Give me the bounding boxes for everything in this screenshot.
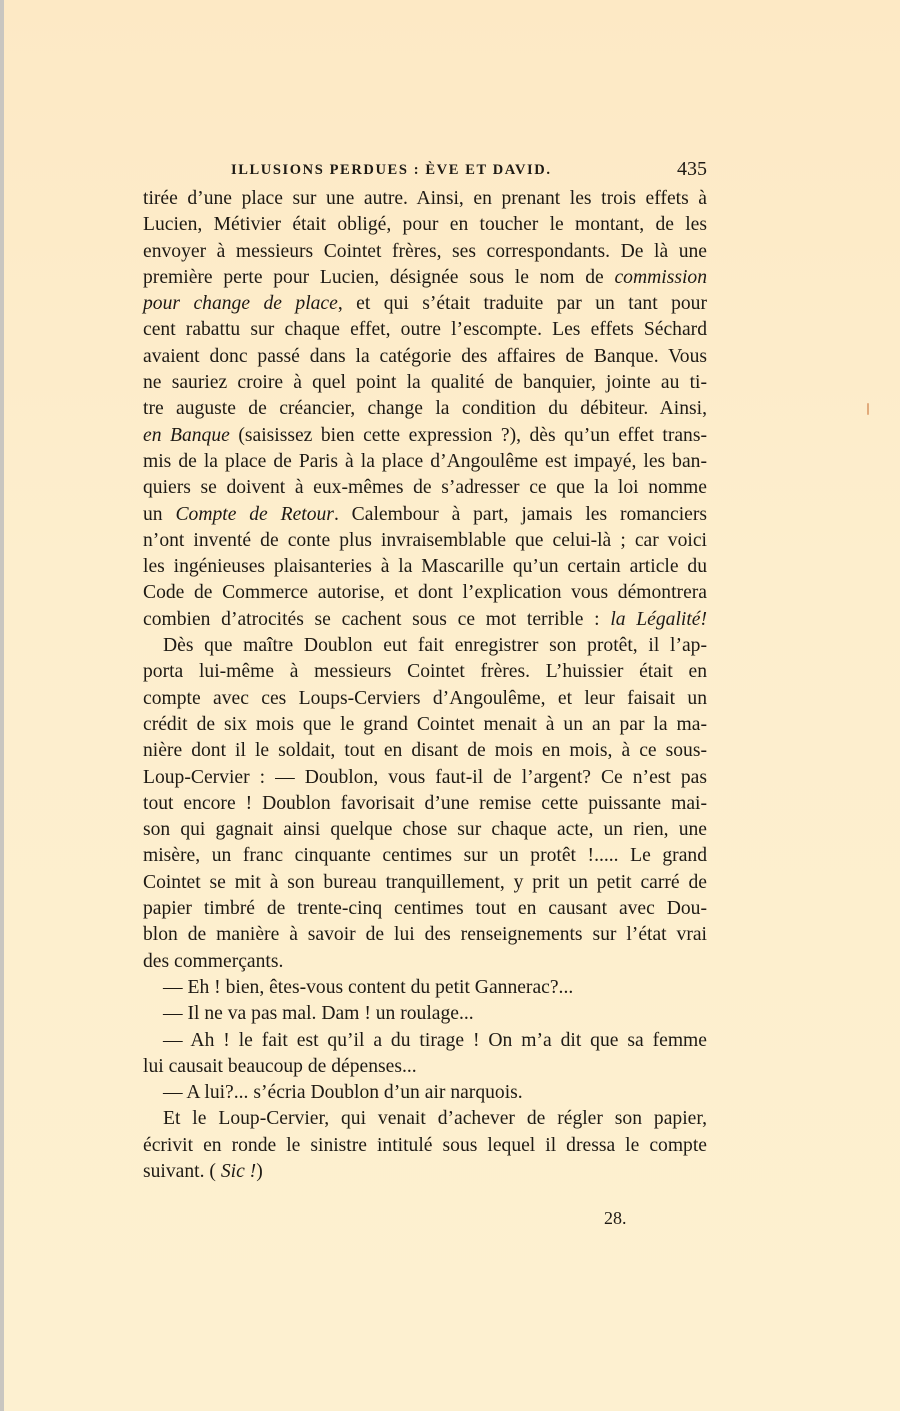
text-line <box>143 765 707 791</box>
text-segment: première perte pour Lucien, désignée sous le nom de <box>143 266 615 288</box>
text-segment: Lucien, Métivier était obligé, pour en toucher le montant, de les <box>143 214 707 236</box>
text-line <box>143 554 707 580</box>
text-line <box>143 1106 707 1132</box>
text-segment: Et le Loup-Cervier, qui venait d’achever de régler son papier, <box>163 1108 707 1130</box>
text-segment: papier timbré de trente-cinq centimes tout en causant avec Dou- <box>143 898 707 920</box>
text-segment: ne sauriez croire à quel point la qualité de banquier, jointe au ti- <box>143 372 707 394</box>
text-segment: (saisissez bien cette expression ?), dès qu’un effet trans- <box>229 424 707 446</box>
text-segment: tout encore ! Doublon favorisait d’une remise cette puissante mai- <box>143 792 707 814</box>
text-line <box>143 949 707 975</box>
text-line <box>143 607 707 633</box>
text-segment: quiers se doivent à eux-mêmes de s’adresser ce que la loi nomme <box>143 477 707 499</box>
italic-phrase: Sic ! <box>220 1160 257 1182</box>
text-segment: les ingénieuses plaisanteries à la Mascarille qu’un certain article du <box>143 556 707 578</box>
text-line <box>143 712 707 738</box>
text-segment: n’ont inventé de conte plus invraisemblable que celui-là ; car voici <box>143 529 707 551</box>
text-line <box>143 370 707 396</box>
text-segment: crédit de six mois que le grand Cointet menait à un an par la ma- <box>143 713 707 735</box>
text-line <box>143 633 707 659</box>
paper-speck <box>867 403 869 415</box>
text-segment: tirée d’une place sur une autre. Ainsi, en prenant les trois effets à <box>143 188 707 209</box>
text-segment: combien d’atrocités se cachent sous ce mot terrible : <box>143 608 611 630</box>
text-line <box>143 291 707 317</box>
text-segment: Dès que maître Doublon eut fait enregistrer son protêt, il l’ap- <box>163 635 707 657</box>
italic-phrase: la Légalité! <box>610 608 707 630</box>
text-line <box>143 186 707 212</box>
text-segment: compte avec ces Loups-Cerviers d’Angoulême, et leur faisait un <box>143 687 707 709</box>
text-segment: ) <box>256 1160 263 1182</box>
text-segment: — Il ne va pas mal. Dam ! un roulage... <box>163 1003 474 1025</box>
text-segment: — Ah ! le fait est qu’il a du tirage ! On m’a dit que sa femme <box>163 1029 707 1051</box>
text-line <box>143 843 707 869</box>
text-segment: . Calembour à part, jamais les romanciers <box>333 503 707 525</box>
text-line <box>143 1028 707 1054</box>
text-line <box>143 502 707 528</box>
text-line <box>143 1159 707 1185</box>
text-segment: mis de la place de Paris à la place d’Angoulême est impayé, les ban- <box>143 450 707 472</box>
text-line <box>143 817 707 843</box>
text-segment: écrivit en ronde le sinistre intitulé sous lequel il dressa le compte <box>143 1134 707 1156</box>
italic-phrase: en Banque <box>143 424 230 446</box>
text-line <box>143 475 707 501</box>
text-line <box>143 528 707 554</box>
text-line <box>143 344 707 370</box>
text-segment: un <box>143 503 176 525</box>
text-line <box>143 396 707 422</box>
italic-phrase: pour change de place <box>143 293 338 315</box>
text-segment: Code de Commerce autorise, et dont l’explication vous démontrera <box>143 582 707 604</box>
text-segment: blon de manière à savoir de lui des renseignements sur l’état vrai <box>143 924 707 946</box>
text-segment: envoyer à messieurs Cointet frères, ses correspondants. De là une <box>143 240 707 262</box>
text-line <box>143 1001 707 1027</box>
text-segment: — A lui?... s’écria Doublon d’un air narquois. <box>163 1082 523 1104</box>
text-segment: Loup-Cervier : — Doublon, vous faut-il de l’argent? Ce n’est pas <box>143 766 707 788</box>
text-line <box>143 423 707 449</box>
text-segment: misère, un franc cinquante centimes sur un protêt !..... Le grand <box>143 845 707 867</box>
page-header <box>143 159 707 183</box>
italic-phrase: Compte de Retour <box>175 503 334 525</box>
text-segment: des commerçants. <box>143 950 284 972</box>
text-segment: cent rabattu sur chaque effet, outre l’escompte. Les effets Séchard <box>143 319 707 341</box>
page-number: 435 <box>677 158 707 180</box>
text-line <box>143 1054 707 1080</box>
text-line <box>143 791 707 817</box>
text-segment: suivant. ( <box>143 1160 221 1182</box>
text-line <box>143 449 707 475</box>
text-line <box>143 896 707 922</box>
text-segment: lui causait beaucoup de dépenses... <box>143 1055 417 1077</box>
text-segment: son qui gagnait ainsi quelque chose sur chaque acte, un rien, une <box>143 819 707 841</box>
text-line <box>143 212 707 238</box>
text-segment: porta lui-même à messieurs Cointet frères. L’huissier était en <box>143 661 707 683</box>
text-line <box>143 659 707 685</box>
text-line <box>143 1133 707 1159</box>
text-line <box>143 738 707 764</box>
text-line <box>143 265 707 291</box>
text-line <box>143 870 707 896</box>
text-segment: tre auguste de créancier, change la condition du débiteur. Ainsi, <box>143 398 707 420</box>
text-line <box>143 580 707 606</box>
text-segment: nière dont il le soldait, tout en disant de mois en mois, à ce sous- <box>143 740 707 762</box>
italic-phrase: commission <box>614 266 707 288</box>
running-title: ILLUSIONS PERDUES : ÈVE ET DAVID. <box>231 162 552 178</box>
text-line <box>143 1080 707 1106</box>
text-line <box>143 317 707 343</box>
signature-mark: 28. <box>604 1208 627 1228</box>
text-line <box>143 239 707 265</box>
text-segment: Cointet se mit à son bureau tranquillement, y prit un petit carré de <box>143 871 707 893</box>
text-line <box>143 975 707 1001</box>
text-segment: — Eh ! bien, êtes-vous content du petit Gannerac?... <box>163 976 574 998</box>
text-line <box>143 686 707 712</box>
body-text <box>143 186 707 1185</box>
text-segment: avaient donc passé dans la catégorie des affaires de Banque. Vous <box>143 345 707 367</box>
text-segment: , et qui s’était traduite par un tant pour <box>337 293 708 315</box>
text-line <box>143 922 707 948</box>
